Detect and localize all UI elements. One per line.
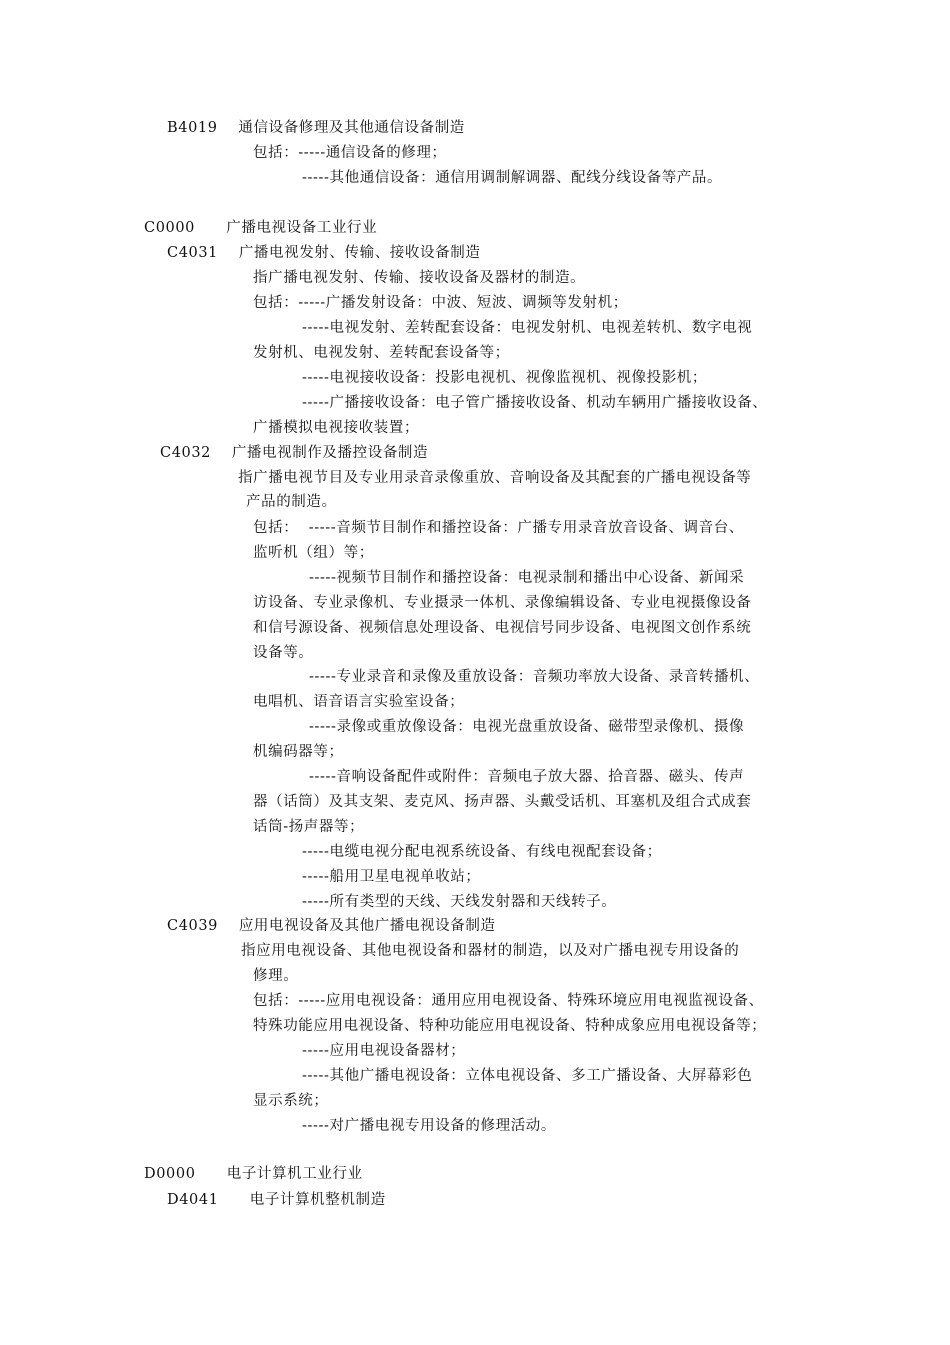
section-code-d4041: D4041 电子计算机整机制造	[167, 1192, 386, 1208]
text-line: 广播模拟电视接收装置；	[253, 420, 420, 436]
text-line: 修理。	[253, 968, 299, 984]
text-line: 器（话筒）及其支架、麦克风、扬声器、头戴受话机、耳塞机及组合式成套	[253, 794, 752, 810]
text-line: 电唱机、语音语言实验室设备；	[253, 694, 465, 710]
text-line: 和信号源设备、视频信息处理设备、电视信号同步设备、电视图文创作系统	[253, 620, 752, 636]
text-line: -----其他通信设备：通信用调制解调器、配线分线设备等产品。	[302, 170, 723, 186]
text-line: -----应用电视设备器材；	[302, 1043, 466, 1059]
text-line: 包括：-----通信设备的修理；	[253, 145, 447, 161]
text-line: -----专业录音和录像及重放设备：音频功率放大设备、录音转播机、	[309, 669, 760, 685]
text-line: 指广播电视发射、传输、接收设备及器材的制造。	[253, 270, 586, 286]
text-line: 产品的制造。	[246, 494, 337, 510]
text-line: -----其他广播电视设备：立体电视设备、多工广播设备、大屏幕彩色	[302, 1068, 753, 1084]
text-line: -----电视发射、差转配套设备：电视发射机、电视差转机、数字电视	[302, 320, 753, 336]
text-line: -----广播接收设备：电子管广播接收设备、机动车辆用广播接收设备、	[302, 395, 768, 411]
section-code-b4019: B4019 通信设备修理及其他通信设备制造	[167, 120, 465, 136]
text-line: 包括： -----音频节目制作和播控设备：广播专用录音放音设备、调音台、	[253, 520, 744, 536]
text-line: -----电缆电视分配电视系统设备、有线电视配套设备；	[302, 844, 662, 860]
text-line: 指广播电视节目及专业用录音录像重放、音响设备及其配套的广播电视设备等	[238, 470, 752, 486]
section-code-c0000: C0000 广播电视设备工业行业	[144, 220, 378, 236]
text-line: 访设备、专业录像机、专业摄录一体机、录像编辑设备、专业电视摄像设备	[253, 595, 752, 611]
text-line: -----船用卫星电视单收站；	[302, 869, 481, 885]
text-line: 话筒-扬声器等；	[253, 819, 365, 835]
section-code-c4031: C4031 广播电视发射、传输、接收设备制造	[167, 245, 481, 261]
text-line: 发射机、电视发射、差转配套设备等；	[253, 345, 510, 361]
text-line: -----视频节目制作和播控设备：电视录制和播出中心设备、新闻采	[309, 570, 745, 586]
text-line: -----对广播电视专用设备的修理活动。	[302, 1118, 556, 1134]
text-line: -----音响设备配件或附件：音频电子放大器、拾音器、磁头、传声	[309, 769, 745, 785]
text-line: 特殊功能应用电视设备、特种功能应用电视设备、特种成象应用电视设备等；	[253, 1018, 767, 1034]
text-line: 包括：-----应用电视设备：通用应用电视设备、特殊环境应用电视监视设备、	[253, 993, 764, 1009]
text-line: -----电视接收设备：投影电视机、视像监视机、视像投影机；	[302, 370, 707, 386]
text-line: 设备等。	[253, 645, 314, 661]
text-line: 监听机（组）等；	[253, 545, 374, 561]
text-line: -----录像或重放像设备：电视光盘重放设备、磁带型录像机、摄像	[309, 719, 745, 735]
text-line: 显示系统；	[253, 1093, 329, 1109]
text-line: 包括：-----广播发射设备：中波、短波、调频等发射机；	[253, 295, 628, 311]
section-code-d0000: D0000 电子计算机工业行业	[144, 1166, 363, 1182]
text-line: -----所有类型的天线、天线发射器和天线转子。	[302, 894, 617, 910]
text-line: 机编码器等；	[253, 744, 344, 760]
section-code-c4039: C4039 应用电视设备及其他广播电视设备制造	[167, 918, 496, 934]
section-code-c4032: C4032 广播电视制作及播控设备制造	[160, 445, 429, 461]
text-line: 指应用电视设备、其他电视设备和器材的制造，以及对广播电视专用设备的	[241, 943, 740, 959]
